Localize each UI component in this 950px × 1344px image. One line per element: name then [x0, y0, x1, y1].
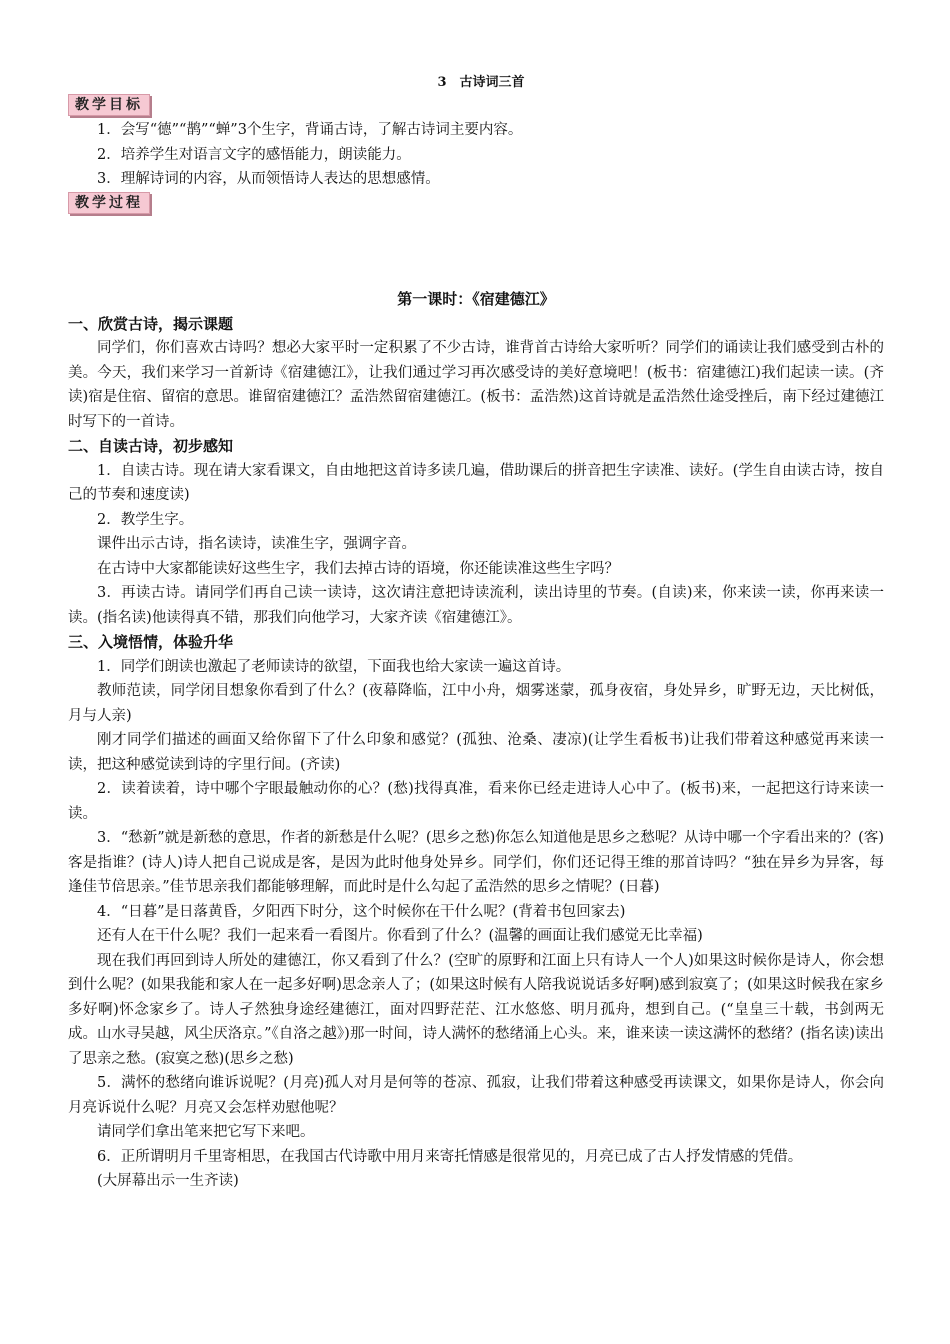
page-title: 3 古诗词三首 [437, 75, 525, 90]
goal-item: 1．会写“德”“鹊”“蝉”3个生字，背诵古诗，了解古诗词主要内容。 [97, 122, 523, 138]
paragraph: 2．读着读着，诗中哪个字眼最触动你的心？(愁)找得真准，看来你已经走进诗人心中了。(板书)来，一起把这行诗来读一读。 [68, 781, 884, 822]
paragraph: 1．同学们朗读也激起了老师读诗的欲望，下面我也给大家读一遍这首诗。 [97, 658, 571, 675]
teaching-goals-badge: 教学目标 [68, 94, 150, 116]
paragraph: 6．正所谓明月千里寄相思，在我国古代诗歌中用月来寄托情感是很常见的，月亮已成了古人抒发情感的凭借。 [97, 1148, 803, 1165]
process-badge-row [68, 192, 884, 216]
goals-badge-row [68, 94, 884, 118]
paragraph: 在古诗中大家都能读好这些生字，我们去掉古诗的语境，你还能读准这些生字吗？ [97, 560, 619, 577]
paragraph: (大屏幕出示一生齐读) [97, 1173, 239, 1189]
section-heading: 一、欣赏古诗，揭示课题 [68, 314, 234, 333]
section-heading: 三、入境悟情，体验升华 [68, 633, 234, 651]
paragraph: 现在我们再回到诗人所处的建德江，你又看到了什么？(空旷的原野和江面上只有诗人一个人)如果这时候你是诗人，你会想到什么呢？(如果我能和家人在一起多好啊)思念亲人了；(如果这时候有人陪我说说话多好啊)感到寂寞了；(如果这时候我在家乡多好啊)怀念家乡了。诗人孑然独身途经建德江，面对四野茫茫、江水悠悠、明月孤舟，想到自己。(“皇皇三十载，书剑两无成。山水寻吴越，风尘厌洛京。”《自洛之越》)那一时间，诗人满怀的愁绪涌上心头。来，谁来读一读这满怀的愁绪？(指名读)读出了思亲之愁。(寂寞之愁)(思乡之愁) [68, 952, 884, 1067]
paragraph: 还有人在干什么呢？我们一起来看一看图片。你看到了什么？(温馨的画面让我们感觉无比幸福) [97, 928, 703, 944]
paragraph: 3．再读古诗。请同学们再自己读一读诗，这次请注意把诗读流利，读出诗里的节奏。(自读)来，你来读一读，你再来读一读。(指名读)他读得真不错，那我们向他学习，大家齐读《宿建德江》。 [68, 585, 884, 626]
lesson-title: 第一课时：《宿建德江》 [397, 289, 555, 308]
paragraph: 1．自读古诗。现在请大家看课文，自由地把这首诗多读几遍，借助课后的拼音把生字读准、读好。(学生自由读古诗，按自己的节奏和速度读) [68, 462, 884, 503]
paragraph: 刚才同学们描述的画面又给你留下了什么印象和感觉？(孤独、沧桑、凄凉)(让学生看板书)让我们带着这种感觉再来读一读，把这种感觉读到诗的字里行间。(齐读) [68, 732, 884, 773]
paragraph: 课件出示古诗，指名读诗，读准生字，强调字音。 [97, 536, 416, 552]
section-heading: 二、自读古诗，初步感知 [68, 437, 234, 455]
goal-item: 3．理解诗词的内容，从而领悟诗人表达的思想感情。 [97, 171, 440, 187]
paragraph: 请同学们拿出笔来把它写下来吧。 [97, 1124, 315, 1140]
paragraph: 教师范读，同学闭目想象你看到了什么？(夜幕降临，江中小舟，烟雾迷蒙，孤身夜宿，身处异乡，旷野无边，天比树低，月与人亲) [68, 683, 884, 724]
paragraph: 5．满怀的愁绪向谁诉说呢？(月亮)孤人对月是何等的苍凉、孤寂，让我们带着这种感受再读课文，如果你是诗人，你会向月亮诉说什么呢？月亮又会怎样劝慰他呢？ [68, 1075, 884, 1116]
paragraph: 2．教学生字。 [97, 511, 194, 528]
paragraph: 4．“日暮”是日落黄昏，夕阳西下时分，这个时候你在干什么呢？(背着书包回家去) [97, 903, 626, 920]
paragraph: 3．“愁新”就是新愁的意思，作者的新愁是什么呢？(思乡之愁)你怎么知道他是思乡之愁呢？从诗中哪一个字看出来的？(客)客是指谁？(诗人)诗人把自己说成是客，是因为此时他身处异乡。同学们，你们还记得王维的那首诗吗？“独在异乡为异客，每逢佳节倍思亲。”佳节思亲我们都能够理解，而此时是什么勾起了孟浩然的思乡之情呢？(日暮) [68, 830, 884, 895]
document-page [68, 72, 884, 1194]
goal-item: 2．培养学生对语言文字的感悟能力，朗读能力。 [97, 146, 411, 163]
paragraph: 同学们，你们喜欢古诗吗？想必大家平时一定积累了不少古诗，谁背首古诗给大家听听？同学们的诵读让我们感受到古朴的美。今天，我们来学习一首新诗《宿建德江》，让我们通过学习再次感受诗的美好意境吧！(板书：宿建德江)我们起读一读。(齐读)宿是住宿、留宿的意思。谁留宿建德江？孟浩然留宿建德江。(板书：孟浩然)这首诗就是孟浩然仕途受挫后，南下经过建德江时写下的一首诗。 [68, 340, 884, 430]
teaching-process-badge: 教学过程 [68, 192, 150, 214]
